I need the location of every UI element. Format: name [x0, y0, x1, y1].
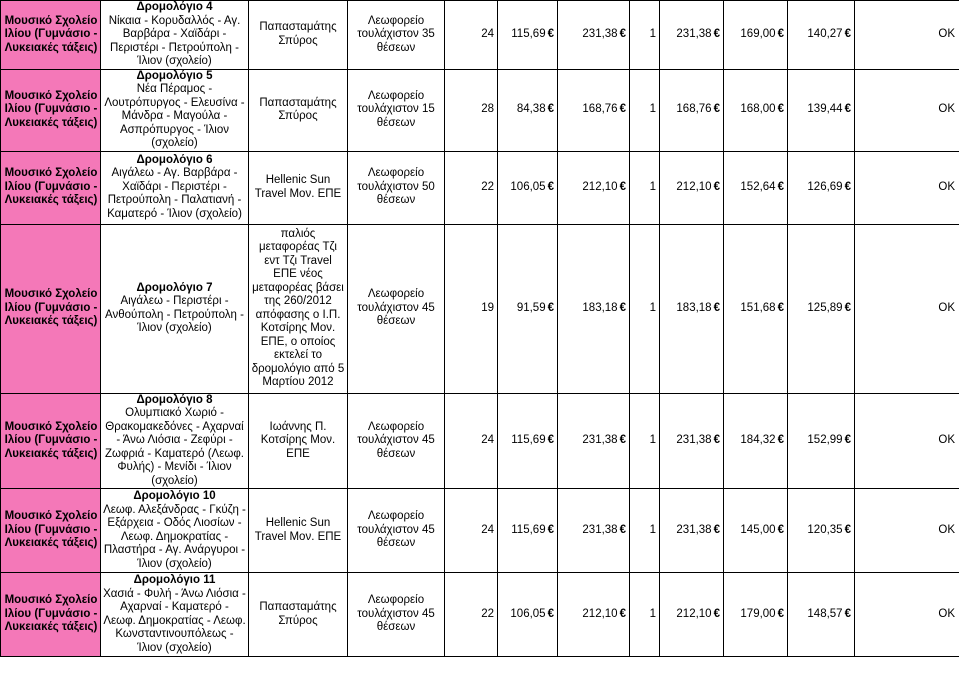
vehicle-type: Λεωφορείο τουλάχιστον 15 θέσεων	[357, 89, 435, 129]
table-row	[1, 69, 959, 151]
limit-value: 152,64	[740, 180, 776, 193]
count-value: 22	[481, 180, 494, 193]
vehicle-type: Λεωφορείο τουλάχιστον 50 θέσεων	[357, 167, 435, 207]
school-cell	[1, 393, 101, 489]
price-value: 84,38	[516, 103, 546, 116]
route-cell	[101, 224, 249, 393]
operator-name: Ιωάννης Π. Κοτσίρης Μον. ΕΠΕ	[260, 420, 336, 460]
table-row	[1, 151, 959, 224]
euro-icon: €	[844, 180, 851, 193]
count-cell	[445, 224, 498, 393]
operator-cell	[249, 224, 348, 393]
net-value: 139,44	[807, 103, 843, 116]
status-cell	[855, 489, 959, 573]
vehicle-cell	[348, 224, 445, 393]
price-cell	[498, 393, 558, 489]
quantity-value: 1	[649, 180, 656, 193]
net-value: 126,69	[807, 180, 843, 193]
table-row	[1, 489, 959, 573]
status-cell	[855, 1, 959, 70]
count-cell	[445, 393, 498, 489]
price-cell	[498, 224, 558, 393]
euro-icon: €	[547, 434, 554, 446]
price-cell	[498, 69, 558, 151]
vehicle-cell	[348, 69, 445, 151]
quantity-cell	[630, 489, 660, 573]
net-value: 120,35	[807, 523, 843, 536]
euro-icon: €	[777, 434, 784, 446]
daily-cost-value: 212,10	[582, 180, 618, 193]
net-cell	[788, 573, 855, 657]
operator-name: Hellenic Sun Travel Μον. ΕΠΕ	[254, 517, 342, 543]
daily-cost-value: 231,38	[582, 523, 618, 536]
route-description: Λεωφ. Αλεξάνδρας - Γκύζη - Εξάρχεια - Οδός Λιοσίων - Λεωφ. Δημοκρατίας - Πλαστήρα - Αγ. Ανάργυροι - Ίλιον (σχολείο)	[103, 503, 246, 570]
net-cell	[788, 224, 855, 393]
quantity-cell	[630, 151, 660, 224]
school-cell	[1, 151, 101, 224]
daily-cost-cell	[558, 573, 630, 657]
daily-cost-cell	[558, 69, 630, 151]
route-title: Δρομολόγιο 4	[136, 1, 213, 13]
euro-icon: €	[547, 523, 554, 536]
quantity-cell	[630, 69, 660, 151]
vehicle-type: Λεωφορείο τουλάχιστον 45 θέσεων	[357, 594, 435, 634]
limit-value: 179,00	[740, 607, 776, 620]
total-cost-cell	[660, 1, 724, 70]
net-cell	[788, 151, 855, 224]
count-cell	[445, 1, 498, 70]
route-cell	[101, 151, 249, 224]
price-value: 115,69	[511, 434, 546, 446]
euro-icon: €	[713, 28, 720, 40]
total-cost-cell	[660, 224, 724, 393]
status-cell	[855, 69, 959, 151]
euro-icon: €	[619, 301, 626, 314]
price-value: 115,69	[511, 523, 546, 536]
daily-cost-value: 231,38	[582, 434, 618, 446]
euro-icon: €	[777, 103, 784, 116]
euro-icon: €	[777, 28, 784, 40]
school-cell	[1, 69, 101, 151]
route-cell	[101, 489, 249, 573]
total-cost-cell	[660, 151, 724, 224]
route-cell	[101, 393, 249, 489]
daily-cost-cell	[558, 1, 630, 70]
status-value: ΟΚ	[938, 434, 955, 446]
table-row	[1, 393, 959, 489]
count-value: 24	[481, 28, 494, 40]
school-cell	[1, 1, 101, 70]
euro-icon: €	[713, 434, 720, 446]
euro-icon: €	[547, 301, 554, 314]
daily-cost-value: 183,18	[582, 301, 618, 314]
euro-icon: €	[777, 301, 784, 314]
total-cost-value: 168,76	[676, 103, 712, 116]
count-value: 24	[481, 523, 494, 536]
euro-icon: €	[547, 103, 554, 116]
quantity-cell	[630, 573, 660, 657]
quantity-cell	[630, 1, 660, 70]
school-name: Μουσικό Σχολείο Ιλίου (Γυμνάσιο - Λυκειακές τάξεις)	[4, 510, 98, 550]
status-cell	[855, 573, 959, 657]
euro-icon: €	[777, 523, 784, 536]
route-cell	[101, 1, 249, 70]
net-cell	[788, 69, 855, 151]
route-description: Ολυμπιακό Χωριό - Θρακομακεδόνες - Αχαρναί - Άνω Λιόσια - Ζεφύρι - Ζωφριά - Καματερό (Λεωφ. Φυλής) - Μενίδι - Ίλιον (σχολείο)	[105, 407, 244, 487]
euro-icon: €	[777, 607, 784, 620]
price-cell	[498, 1, 558, 70]
limit-cell	[724, 393, 788, 489]
route-cell	[101, 69, 249, 151]
net-value: 148,57	[807, 607, 843, 620]
vehicle-type: Λεωφορείο τουλάχιστον 45 θέσεων	[357, 510, 435, 550]
euro-icon: €	[619, 434, 626, 446]
limit-cell	[724, 1, 788, 70]
status-cell	[855, 224, 959, 393]
status-value: ΟΚ	[938, 103, 955, 116]
daily-cost-cell	[558, 224, 630, 393]
quantity-cell	[630, 224, 660, 393]
table-row	[1, 224, 959, 393]
daily-cost-cell	[558, 393, 630, 489]
total-cost-value: 231,38	[676, 434, 712, 446]
operator-name: Παπασταμάτης Σπύρος	[259, 601, 337, 627]
euro-icon: €	[619, 180, 626, 193]
quantity-value: 1	[649, 301, 656, 314]
euro-icon: €	[844, 523, 851, 536]
limit-cell	[724, 69, 788, 151]
quantity-cell	[630, 393, 660, 489]
route-title: Δρομολόγιο 10	[133, 490, 216, 502]
euro-icon: €	[713, 180, 720, 193]
net-value: 125,89	[807, 301, 843, 314]
count-value: 19	[481, 301, 494, 314]
net-cell	[788, 489, 855, 573]
vehicle-cell	[348, 489, 445, 573]
school-name: Μουσικό Σχολείο Ιλίου (Γυμνάσιο - Λυκειακές τάξεις)	[4, 167, 98, 207]
limit-value: 168,00	[740, 103, 776, 116]
school-cell	[1, 224, 101, 393]
total-cost-value: 231,38	[676, 523, 712, 536]
euro-icon: €	[713, 301, 720, 314]
daily-cost-value: 231,38	[582, 28, 618, 40]
price-value: 115,69	[511, 28, 546, 40]
euro-icon: €	[547, 180, 554, 193]
daily-cost-cell	[558, 151, 630, 224]
euro-icon: €	[844, 301, 851, 314]
count-value: 22	[481, 607, 494, 620]
euro-icon: €	[713, 103, 720, 116]
table-row	[1, 1, 959, 70]
route-description: Αιγάλεω - Αγ. Βαρβάρα - Χαϊδάρι - Περιστέρι - Πετρούπολη - Παλατιανή - Καματερό - Ίλιον (σχολείο)	[107, 167, 242, 220]
euro-icon: €	[547, 28, 554, 40]
total-cost-value: 212,10	[676, 607, 712, 620]
count-cell	[445, 489, 498, 573]
school-cell	[1, 573, 101, 657]
euro-icon: €	[844, 28, 851, 40]
route-description: Νέα Πέραμος - Λουτρόπυργος - Ελευσίνα - Μάνδρα - Μαγούλα - Ασπρόπυργος - Ίλιον (σχολείο)	[104, 83, 245, 149]
total-cost-cell	[660, 573, 724, 657]
euro-icon: €	[619, 523, 626, 536]
operator-name: Παπασταμάτης Σπύρος	[259, 96, 337, 122]
route-title: Δρομολόγιο 5	[136, 69, 213, 82]
operator-cell	[249, 489, 348, 573]
limit-cell	[724, 573, 788, 657]
net-cell	[788, 393, 855, 489]
school-cell	[1, 489, 101, 573]
status-cell	[855, 151, 959, 224]
euro-icon: €	[844, 607, 851, 620]
table-row	[1, 573, 959, 657]
operator-cell	[249, 151, 348, 224]
status-value: ΟΚ	[938, 523, 955, 536]
route-description: Αιγάλεω - Περιστέρι - Ανθούπολη - Πετρούπολη - Ίλιον (σχολείο)	[105, 295, 244, 334]
vehicle-cell	[348, 151, 445, 224]
count-cell	[445, 151, 498, 224]
count-value: 28	[481, 103, 494, 116]
net-value: 140,27	[807, 28, 843, 40]
euro-icon: €	[619, 28, 626, 40]
vehicle-cell	[348, 573, 445, 657]
euro-icon: €	[713, 607, 720, 620]
limit-cell	[724, 151, 788, 224]
euro-icon: €	[547, 607, 554, 620]
daily-cost-value: 168,76	[582, 103, 618, 116]
euro-icon: €	[844, 434, 851, 446]
quantity-value: 1	[649, 607, 656, 620]
price-value: 91,59	[516, 301, 546, 314]
price-cell	[498, 151, 558, 224]
school-name: Μουσικό Σχολείο Ιλίου (Γυμνάσιο - Λυκειακές τάξεις)	[4, 14, 98, 54]
total-cost-cell	[660, 489, 724, 573]
route-title: Δρομολόγιο 11	[133, 574, 216, 586]
price-cell	[498, 489, 558, 573]
operator-name: Hellenic Sun Travel Μον. ΕΠΕ	[254, 174, 342, 200]
net-cell	[788, 1, 855, 70]
limit-value: 184,32	[740, 434, 776, 446]
quantity-value: 1	[649, 523, 656, 536]
count-value: 24	[481, 434, 494, 446]
price-cell	[498, 573, 558, 657]
operator-name: Παπασταμάτης Σπύρος	[259, 21, 337, 47]
total-cost-cell	[660, 69, 724, 151]
limit-cell	[724, 489, 788, 573]
school-name: Μουσικό Σχολείο Ιλίου (Γυμνάσιο - Λυκειακές τάξεις)	[4, 288, 98, 328]
price-value: 106,05	[510, 607, 546, 620]
route-cell	[101, 573, 249, 657]
operator-cell	[249, 69, 348, 151]
vehicle-cell	[348, 393, 445, 489]
route-description: Νίκαια - Κορυδαλλός - Αγ. Βαρβάρα - Χαϊδάρι - Περιστέρι - Πετρούπολη - Ίλιον (σχολείο)	[108, 14, 241, 67]
euro-icon: €	[619, 607, 626, 620]
euro-icon: €	[844, 103, 851, 116]
vehicle-type: Λεωφορείο τουλάχιστον 45 θέσεων	[357, 288, 435, 328]
count-cell	[445, 573, 498, 657]
route-description: Χασιά - Φυλή - Άνω Λιόσια - Αχαρναί - Καματερό - Λεωφ. Δημοκρατίας - Λεωφ. Κωνσταντινουπόλεως - Ίλιον (σχολείο)	[103, 587, 246, 654]
status-value: ΟΚ	[938, 28, 955, 40]
count-cell	[445, 69, 498, 151]
vehicle-cell	[348, 1, 445, 70]
limit-value: 151,68	[740, 301, 776, 314]
status-value: ΟΚ	[938, 607, 955, 620]
quantity-value: 1	[649, 28, 656, 40]
total-cost-value: 183,18	[676, 301, 712, 314]
vehicle-type: Λεωφορείο τουλάχιστον 45 θέσεων	[357, 420, 435, 460]
route-title: Δρομολόγιο 6	[136, 153, 213, 166]
total-cost-cell	[660, 393, 724, 489]
limit-value: 169,00	[740, 28, 776, 40]
net-value: 152,99	[807, 434, 843, 446]
quantity-value: 1	[649, 434, 656, 446]
limit-value: 145,00	[740, 523, 776, 536]
euro-icon: €	[713, 523, 720, 536]
school-name: Μουσικό Σχολείο Ιλίου (Γυμνάσιο - Λυκειακές τάξεις)	[4, 594, 98, 634]
operator-cell	[249, 393, 348, 489]
daily-cost-value: 212,10	[582, 607, 618, 620]
price-value: 106,05	[510, 180, 546, 193]
vehicle-type: Λεωφορείο τουλάχιστον 35 θέσεων	[357, 14, 435, 54]
euro-icon: €	[777, 180, 784, 193]
operator-name: παλιός μεταφορέας Τζι εντ Τζι Travel ΕΠΕ νέος μεταφορέας βάσει της 260/2012 απόφασης ο Ι.Π. Κοτσίρης Μον. ΕΠΕ, ο οποίος εκτελεί το δρομολόγιο από 5 Μαρτίου 2012	[251, 227, 345, 388]
daily-cost-cell	[558, 489, 630, 573]
total-cost-value: 231,38	[676, 28, 712, 40]
euro-icon: €	[619, 103, 626, 116]
status-cell	[855, 393, 959, 489]
route-title: Δρομολόγιο 7	[136, 281, 213, 294]
status-value: ΟΚ	[938, 180, 955, 193]
operator-cell	[249, 573, 348, 657]
quantity-value: 1	[649, 103, 656, 116]
total-cost-value: 212,10	[676, 180, 712, 193]
school-name: Μουσικό Σχολείο Ιλίου (Γυμνάσιο - Λυκειακές τάξεις)	[4, 89, 98, 129]
limit-cell	[724, 224, 788, 393]
school-name: Μουσικό Σχολείο Ιλίου (Γυμνάσιο - Λυκειακές τάξεις)	[4, 420, 98, 460]
operator-cell	[249, 1, 348, 70]
status-value: ΟΚ	[938, 301, 955, 314]
route-title: Δρομολόγιο 8	[136, 393, 213, 406]
